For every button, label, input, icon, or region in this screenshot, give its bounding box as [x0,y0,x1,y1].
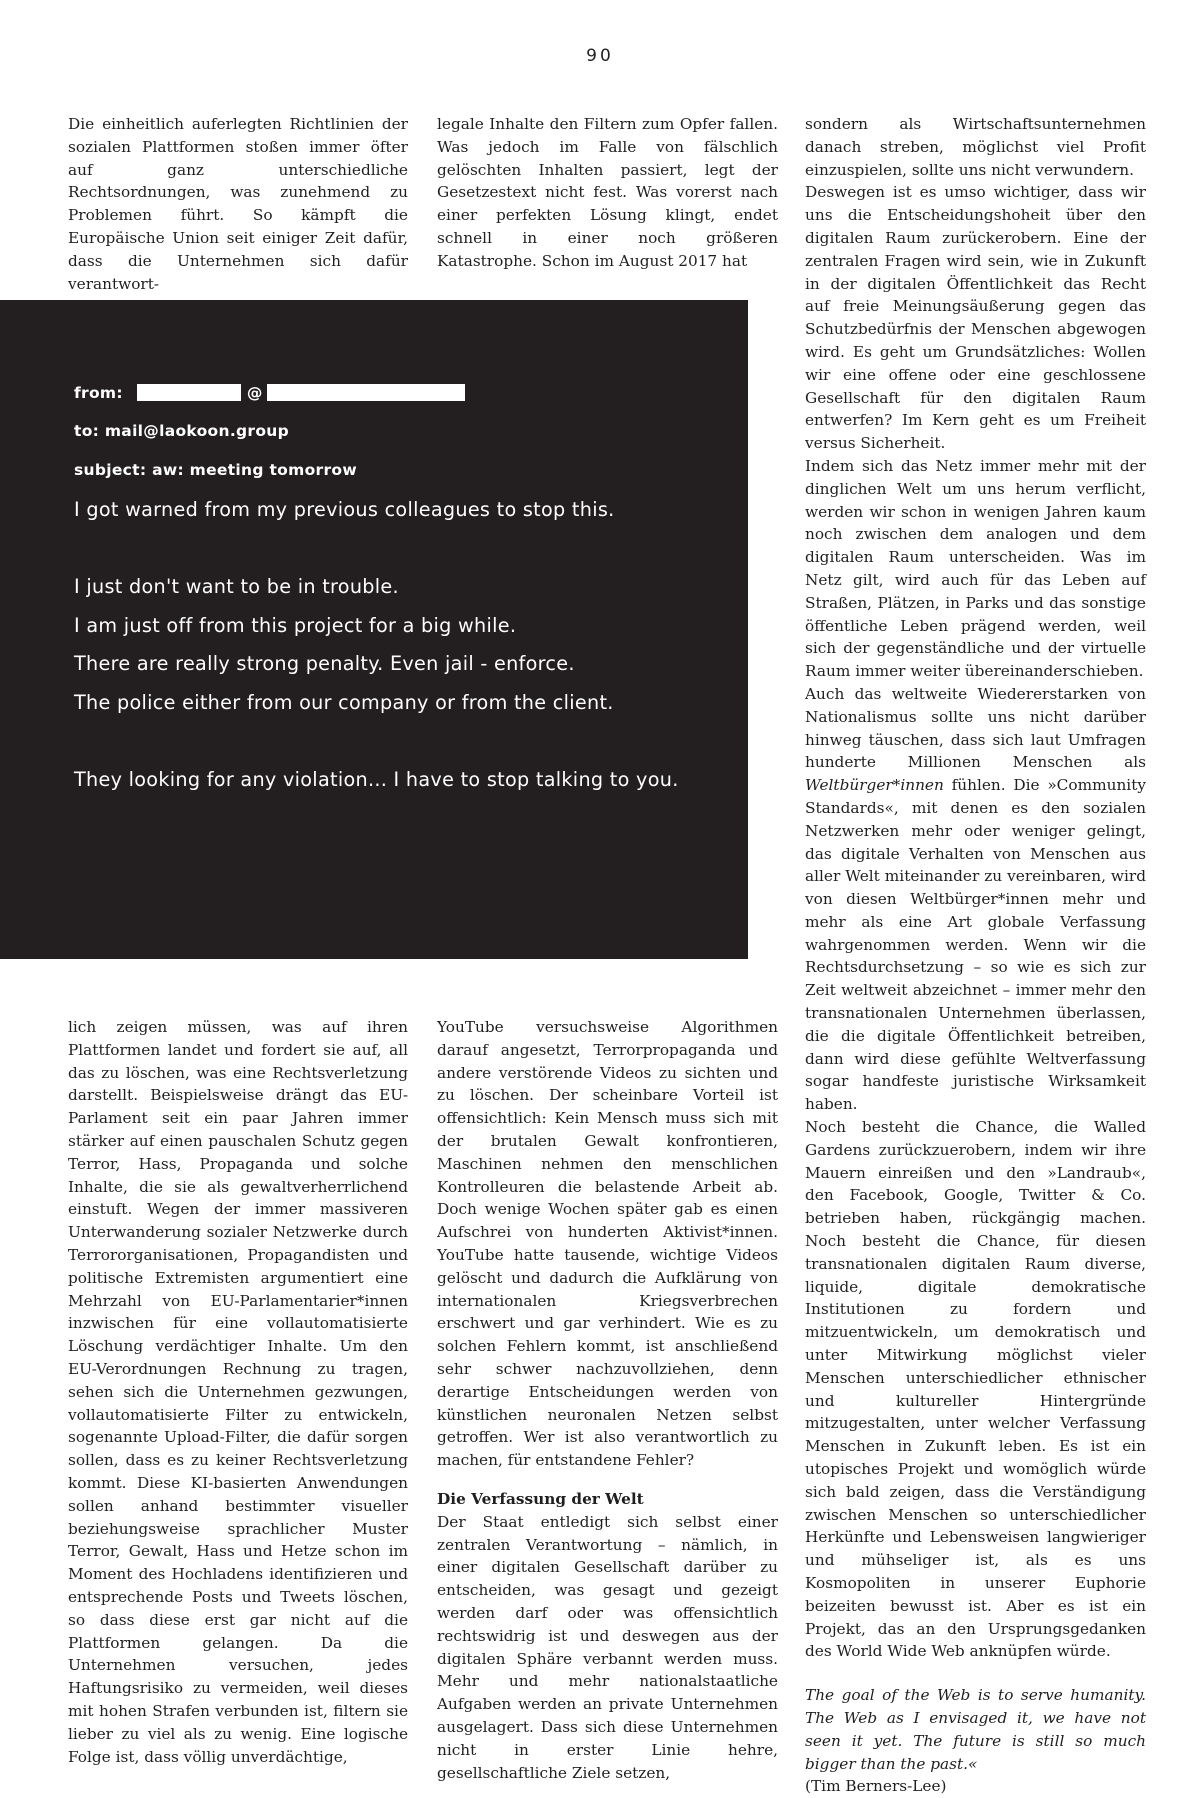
quote-text: The goal of the Web is to serve humanity. The Web as I envisaged it, we have not seen it yet. The future is still so much bigger than the past.« [805,1686,1146,1773]
page-number: 90 [586,46,614,66]
column-2-top [437,113,778,273]
paragraph: Indem sich das Netz immer mehr mit der dinglichen Welt um uns herum verflicht, werden wir schon in wenigen Jahren kaum noch zwischen dem analogen und dem digitalen Raum unterscheiden. Was im Netz gilt, wird auch für das Leben auf Straßen, Plätzen, in Parks und das sonstige öffentliche Leben prägend werden, weil sich der gegenständliche und der virtuelle Raum immer weiter übereinanderschieben. [805,456,1146,681]
email-line: I am just off from this project for a big while. [74,614,517,637]
paragraph: Der Staat entledigt sich selbst einer zentralen Verantwortung – nämlich, in einer digitalen Gesellschaft darüber zu entscheiden, was gesagt und gezeigt werden darf oder was offensichtlich rechtswidrig ist und deswegen aus der digitalen Sphäre verbannt werden muss. Mehr und mehr nationalstaatliche Aufgaben werden an private Unternehmen ausgelagert. Dass sich diese Unternehmen nicht in erster Linie hehre, gesellschaftliche Ziele setzen, [437,1512,778,1782]
paragraph: legale Inhalte den Filtern zum Opfer fallen. Was jedoch im Falle von fälschlich gelöschten Inhalten passiert, legt der Gesetzestext nicht fest. Was vorerst nach einer perfekten Lösung klingt, endet schnell in einer noch größeren Katastrophe. Schon im August 2017 hat [437,115,778,270]
at-sign: @ [246,384,263,402]
email-subject: subject: aw: meeting tomorrow [74,461,357,479]
paragraph [805,683,1146,1116]
email-line: They looking for any violation... I have to stop talking to you. [74,768,679,791]
email-box [0,300,748,959]
section-heading: Die Verfassung der Welt [437,1489,644,1508]
column-2-bottom [437,1016,778,1784]
column-1-bottom [68,1016,408,1768]
paragraph: lich zeigen müssen, was auf ihren Plattformen landet und fordert sie auf, all das zu löschen, was eine Rechtsverletzung darstellt. Beispielsweise drängt das EU-Parlament seit ein paar Jahren immer stärker auf einen pauschalen Schutz gegen Terror, Hass, Propaganda und solche Inhalte, die sie als gewaltverherrlichend einstuft. Wegen der immer massiveren Unterwanderung sozialer Netzwerke durch Terrororganisationen, Propagandisten und politische Extremisten argumentiert eine Mehrzahl von EU-Parlamentarier*innen inzwischen für eine vollautomatisierte Löschung verdächtiger Inhalte. Um den EU-Verordnungen Rechnung zu tragen, sehen sich die Unternehmen gezwungen, vollautomatisierte Filter zu entwickeln, sogenannte Upload-Filter, die dafür sorgen sollen, dass es zu keiner Rechtsverletzung kommt. Diese KI-basierten Anwendungen sollen anhand bestimmter visueller beziehungsweise sprachlicher Muster Terror, Gewalt, Hass und Hetze schon im Moment des Hochladens identifizieren und entsprechende Posts und Tweets löschen, so dass diese erst gar nicht auf die Plattformen gelangen. Da die Unternehmen versuchen, jedes Haftungsrisiko zu vermeiden, weil dieses mit hohen Strafen verbunden ist, filtern sie lieber zu viel als zu wenig. Eine logische Folge ist, dass völlig unverdächtige, [68,1018,408,1766]
text-run: Auch das weltweite Wiedererstarken von Nationalismus sollte uns nicht darüber hinweg täuschen, dass sich laut Umfragen hunderte Millionen Menschen als [805,684,1146,772]
redaction-bar [267,384,465,401]
quote-author: (Tim Berners-Lee) [805,1777,947,1796]
paragraph: Die einheitlich auferlegten Richtlinien der sozialen Plattformen stoßen immer öfter auf ganz unterschiedliche Rechtsordnungen, was zunehmend zu Problemen führt. So kämpft die Europäische Union seit einiger Zeit dafür, dass die Unternehmen sich dafür verantwort- [68,115,408,293]
paragraph: Deswegen ist es umso wichtiger, dass wir uns die Entscheidungshoheit über den digitalen Raum zurückerobern. Eine der zentralen Fragen wird sein, wie in Zukunft in der digitalen Öffentlichkeit das Recht auf freie Meinungsäußerung gegen das Schutzbedürfnis der Menschen abgewogen wird. Es geht um Grundsätzliches: Wollen wir eine offene oder eine geschlossene Gesellschaft für den digitalen Raum entwerfen? Im Kern geht es um Freiheit versus Sicherheit. [805,183,1146,453]
email-from [74,384,465,402]
email-line: There are really strong penalty. Even jail - enforce. [74,652,575,675]
email-line: I got warned from my previous colleagues to stop this. [74,498,615,521]
redaction-bar [137,384,241,401]
italic-term: Weltbürger*innen [805,776,944,795]
text-run: fühlen. Die »Community Standards«, mit denen es den sozialen Netzwerken mehr oder weniger gelingt, das digitale Verhalten von Menschen aus aller Welt miteinander zu vereinbaren, wird von diesen Weltbürger*innen mehr und mehr als eine Art globale Verfassung wahrgenommen werden. Wenn wir die Rechtsdurchsetzung – so wie es sich zur Zeit weltweit abzeichnet – immer mehr den transnationalen Unternehmen überlassen, die die digitale Öffentlichkeit betreiben, dann wird diese gefühlte Weltverfassung sogar handfeste juristische Wirksamkeit haben. [805,776,1146,1114]
column-1-top [68,113,408,295]
column-3 [805,113,1146,1798]
from-label: from: [74,384,123,402]
email-line: I just don't want to be in trouble. [74,575,399,598]
quote [805,1684,1146,1798]
paragraph: Noch besteht die Chance, die Walled Gardens zurückzuerobern, indem wir ihre Mauern einreißen und den »Landraub«, den Facebook, Google, Twitter & Co. betrieben haben, rückgängig machen. Noch besteht die Chance, für diesen transnationalen digitalen Raum diverse, liquide, digitale demokratische Institutionen zu fordern und mitzuentwickeln, um demokratisch und unter Mitwirkung möglichst vieler Menschen unterschiedlicher ethnischer und kultureller Hintergründe mitzugestalten, unter welcher Verfassung Menschen in Zukunft leben. Es ist ein utopisches Projekt und womöglich würde sich bald zeigen, dass die Verständigung zwischen Menschen so unterschiedlicher Herkünfte und Lebensweisen langwieriger und mühseliger ist, als es uns Kosmopoliten in unserer Euphorie beizeiten bewusst ist. Aber es ist ein Projekt, das an den Ursprungsgedanken des World Wide Web anknüpfen würde. [805,1118,1146,1661]
email-to: to: mail@laokoon.group [74,422,290,440]
email-line: The police either from our company or from the client. [74,691,614,714]
paragraph: YouTube versuchsweise Algorithmen darauf angesetzt, Terrorpropaganda und andere verstörende Videos zu sichten und zu löschen. Der scheinbare Vorteil ist offensichtlich: Kein Mensch muss sich mit der brutalen Gewalt konfrontieren, Maschinen nehmen den menschlichen Kontrolleuren die belastende Arbeit ab. Doch wenige Wochen später gab es einen Aufschrei von hunderten Aktivist*innen. YouTube hatte tausende, wichtige Videos gelöscht und dadurch die Aufklärung von internationalen Kriegsverbrechen erschwert und gar verhindert. Wie es zu solchen Fehlern kommt, ist anschließend sehr schwer nachzuvollziehen, denn derartige Entscheidungen werden von künstlichen neuronalen Netzen selbst getroffen. Wer ist also verantwortlich zu machen, für entstandene Fehler? [437,1018,778,1470]
paragraph: sondern als Wirtschaftsunternehmen danach streben, möglichst viel Profit einzuspielen, sollte uns nicht verwundern. [805,115,1146,179]
